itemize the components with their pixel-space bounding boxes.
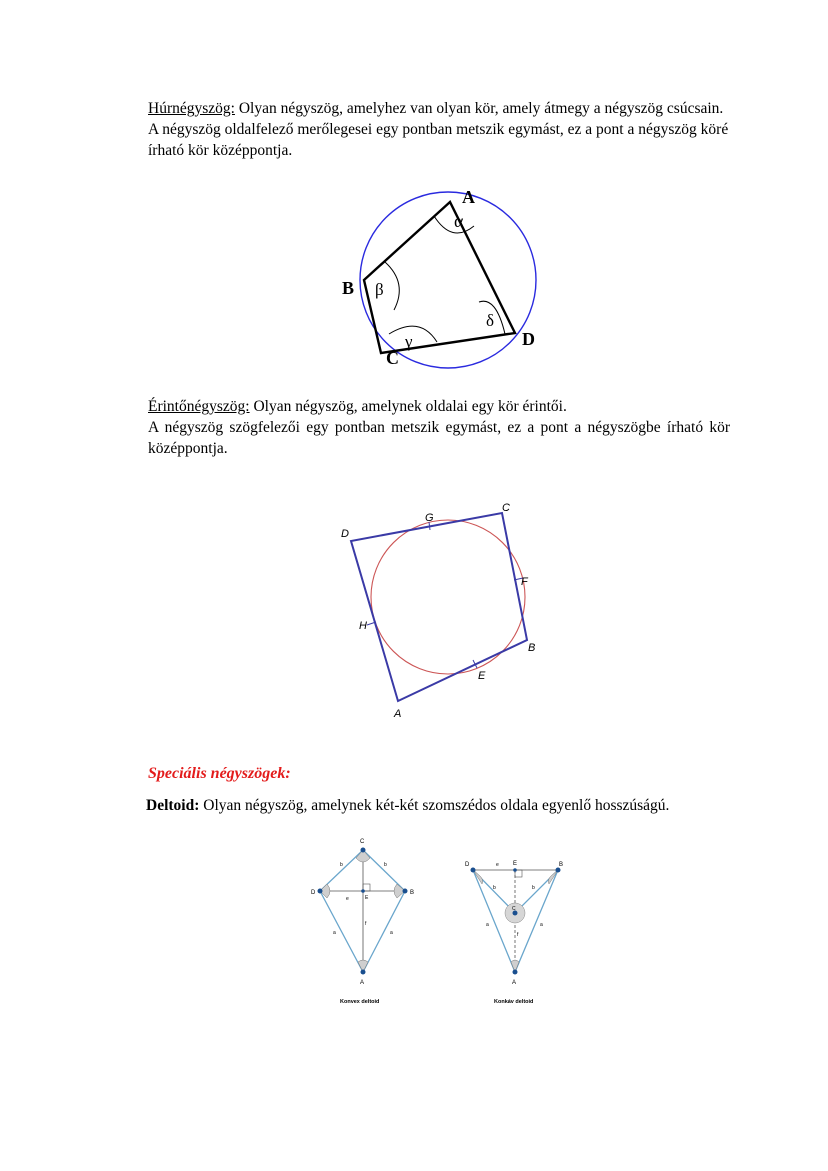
label-e-concave: E <box>513 861 518 867</box>
point-b <box>403 889 408 894</box>
label-side-a-right-concave: a <box>540 922 543 928</box>
label-side-a-left-concave: a <box>486 922 489 928</box>
deltoid-definition-text: Olyan négyszög, amelynek két-két szomszédos oldala egyenlő hosszúságú. <box>199 797 670 814</box>
label-point-f: F <box>521 576 528 588</box>
cyclic-quadrilateral-section <box>148 98 730 161</box>
cyclic-quadrilateral-figure <box>330 185 550 375</box>
label-diagonal-e: e <box>346 896 349 902</box>
label-vertex-a: A <box>462 187 475 207</box>
label-vertex-b: B <box>342 278 355 298</box>
cyclic-quadrilateral <box>364 202 515 353</box>
label-e: E <box>365 895 369 901</box>
convex-deltoid <box>320 850 405 972</box>
label-point-e: E <box>478 670 486 682</box>
tangential-definition <box>148 396 730 417</box>
label-a-concave: A <box>512 980 517 986</box>
cyclic-definition <box>148 98 730 119</box>
label-vertex-d: D <box>522 329 535 349</box>
angle-arc-beta <box>385 262 399 310</box>
label-point-h: H <box>359 620 367 632</box>
circumcircle <box>360 192 536 368</box>
point-d <box>318 889 323 894</box>
cyclic-term: Húrnégyszög: <box>148 100 235 117</box>
label-side-b-right: b <box>384 862 387 868</box>
convex-caption: Konvex deltoid <box>340 999 380 1005</box>
tangential-definition-text: Olyan négyszög, amelynek oldalai egy kör érintői. <box>249 398 567 415</box>
tangential-quadrilateral-section <box>148 396 730 459</box>
label-side-b-left: b <box>340 862 343 868</box>
label-diagonal-f: f <box>365 921 367 927</box>
label-angle-delta: δ <box>486 311 495 330</box>
convex-deltoid-figure <box>305 830 425 1010</box>
label-c-concave: C <box>512 906 516 912</box>
label-a: A <box>360 980 365 986</box>
label-vertex-d: D <box>341 528 349 540</box>
label-b: B <box>410 890 415 896</box>
point-e-concave <box>513 868 517 872</box>
label-vertex-a: A <box>394 708 402 720</box>
point-b-concave <box>556 868 561 873</box>
label-b-concave: B <box>559 862 564 868</box>
label-diagonal-e-concave: e <box>496 862 499 868</box>
point-e <box>361 889 365 893</box>
label-point-g: G <box>425 512 434 524</box>
label-vertex-c: C <box>386 348 399 368</box>
label-angle-gamma: γ <box>405 332 413 351</box>
point-d-concave <box>471 868 476 873</box>
label-vertex-c: C <box>502 502 510 514</box>
label-side-b-left-concave: b <box>493 885 496 891</box>
cyclic-definition-text: Olyan négyszög, amelyhez van olyan kör, amely átmegy a négyszög csúcsain. <box>234 100 724 117</box>
point-a-concave <box>513 970 518 975</box>
label-side-b-right-concave: b <box>532 885 535 891</box>
label-c: C <box>360 839 365 845</box>
concave-deltoid-figure <box>455 850 580 1010</box>
tangential-property: A négyszög szögfelezői egy pontban metszik egymást, ez a pont a négyszögbe írható kör középpontja. <box>148 419 730 457</box>
label-angle-alpha: α <box>454 211 464 231</box>
special-quadrilaterals-heading: Speciális négyszögek: <box>148 765 291 782</box>
concave-caption: Konkáv deltoid <box>494 999 534 1005</box>
angle-arc-gamma <box>389 326 437 342</box>
deltoid-definition <box>146 797 746 815</box>
label-d-concave: D <box>465 862 470 868</box>
point-c <box>361 848 366 853</box>
label-diagonal-f-concave: f <box>517 932 519 938</box>
label-side-a-right: a <box>390 930 393 936</box>
cyclic-property: A négyszög oldalfelező merőlegesei egy pontban metszik egymást, ez a pont a négyszög köré írható kör középpontja. <box>148 121 729 159</box>
tangential-term: Érintőnégyszög: <box>148 398 250 415</box>
label-d: D <box>311 890 316 896</box>
label-side-a-left: a <box>333 930 336 936</box>
deltoid-term: Deltoid: <box>146 797 200 814</box>
label-vertex-b: B <box>528 642 536 654</box>
label-angle-beta: β <box>375 280 384 299</box>
point-a <box>361 970 366 975</box>
tangential-quadrilateral-figure <box>330 495 550 725</box>
